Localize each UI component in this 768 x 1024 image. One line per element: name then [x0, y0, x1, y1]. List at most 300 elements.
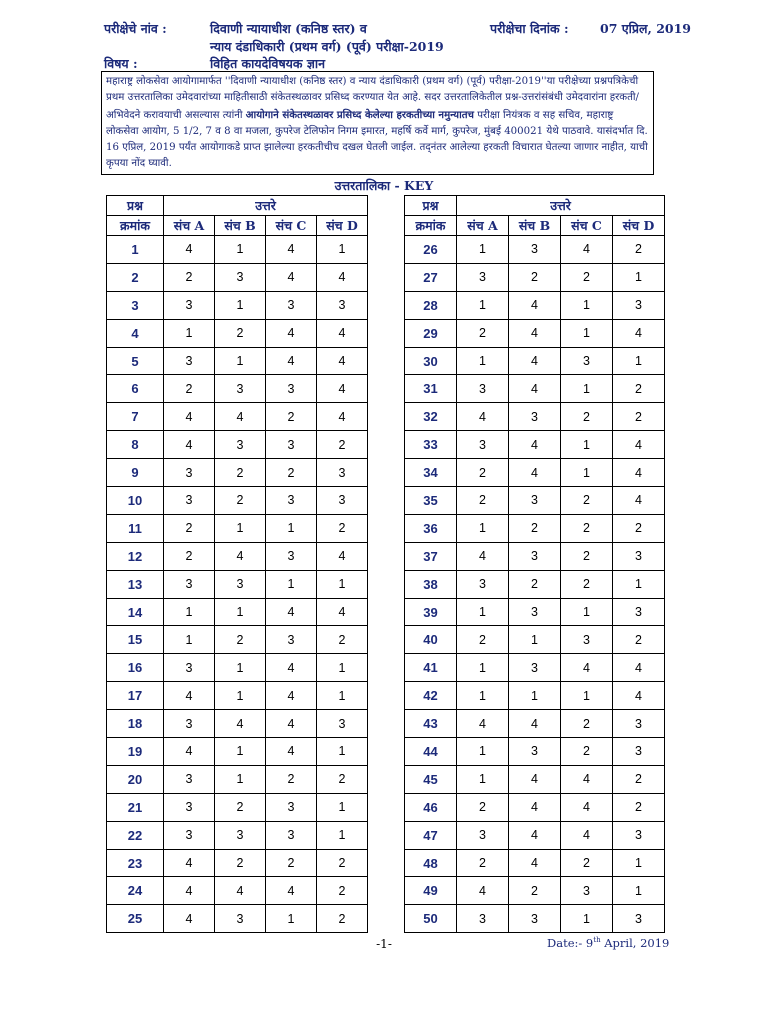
answer-cell: 3: [266, 793, 317, 821]
table-row: [107, 598, 368, 626]
answer-cell: 2: [561, 738, 613, 766]
answer-cell: 2: [561, 514, 613, 542]
question-number: 33: [405, 431, 457, 459]
answer-cell: 2: [317, 431, 368, 459]
answer-cell: 1: [317, 654, 368, 682]
question-number: 40: [405, 626, 457, 654]
question-number: 10: [107, 487, 164, 515]
table-row: [405, 319, 665, 347]
answer-cell: 4: [561, 793, 613, 821]
answer-cell: 3: [613, 738, 665, 766]
answer-cell: 2: [164, 514, 215, 542]
answer-cell: 2: [613, 514, 665, 542]
question-number: 22: [107, 821, 164, 849]
answer-cell: 1: [266, 570, 317, 598]
answer-cell: 2: [457, 793, 509, 821]
question-number: 15: [107, 626, 164, 654]
table-row: [405, 263, 665, 291]
answer-cell: 4: [509, 291, 561, 319]
question-number: 45: [405, 765, 457, 793]
answer-cell: 2: [317, 765, 368, 793]
answer-cell: 1: [457, 347, 509, 375]
table-row: [107, 319, 368, 347]
answer-cell: 4: [215, 710, 266, 738]
answer-cell: 3: [215, 431, 266, 459]
header-question-1: प्रश्न: [405, 196, 457, 216]
answer-cell: 3: [215, 821, 266, 849]
answer-cell: 4: [164, 905, 215, 933]
answer-cell: 1: [561, 291, 613, 319]
exam-name-line1: दिवाणी न्यायाधीश (कनिष्ठ स्तर) व: [210, 21, 367, 36]
question-number: 18: [107, 710, 164, 738]
answer-cell: 3: [509, 403, 561, 431]
question-number: 37: [405, 542, 457, 570]
answer-cell: 4: [613, 682, 665, 710]
table-row: [405, 570, 665, 598]
question-number: 23: [107, 849, 164, 877]
answer-cell: 3: [613, 542, 665, 570]
question-number: 30: [405, 347, 457, 375]
answer-cell: 4: [266, 710, 317, 738]
answer-cell: 1: [215, 682, 266, 710]
answer-cell: 4: [561, 821, 613, 849]
answer-cell: 3: [164, 821, 215, 849]
answer-cell: 1: [215, 765, 266, 793]
table-row: [405, 514, 665, 542]
answer-cell: 2: [613, 793, 665, 821]
answer-cell: 4: [164, 403, 215, 431]
answer-cell: 1: [457, 765, 509, 793]
question-number: 41: [405, 654, 457, 682]
answer-cell: 3: [266, 821, 317, 849]
footer-date-label: Date:- 9: [547, 936, 594, 950]
table-row: [107, 905, 368, 933]
answer-cell: 1: [317, 738, 368, 766]
answer-cell: 3: [317, 291, 368, 319]
answer-cell: 2: [317, 626, 368, 654]
question-number: 2: [107, 263, 164, 291]
answer-cell: 3: [457, 905, 509, 933]
table-row: [107, 514, 368, 542]
answer-cell: 3: [164, 793, 215, 821]
answer-cell: 1: [164, 319, 215, 347]
table-row: [107, 375, 368, 403]
answer-cell: 1: [613, 570, 665, 598]
answer-cell: 4: [266, 347, 317, 375]
answer-cell: 1: [317, 793, 368, 821]
table-row: [107, 431, 368, 459]
answer-cell: 2: [561, 403, 613, 431]
answer-cell: 3: [509, 236, 561, 264]
answer-cell: 3: [509, 738, 561, 766]
answer-cell: 4: [215, 877, 266, 905]
answer-cell: 2: [266, 765, 317, 793]
answer-cell: 2: [266, 849, 317, 877]
header-answers: उत्तरे: [457, 196, 665, 216]
question-number: 27: [405, 263, 457, 291]
answer-cell: 1: [215, 291, 266, 319]
answer-cell: 1: [613, 347, 665, 375]
answer-cell: 1: [215, 598, 266, 626]
answer-cell: 4: [164, 682, 215, 710]
table-row: [107, 765, 368, 793]
answer-cell: 1: [613, 263, 665, 291]
answer-cell: 2: [215, 319, 266, 347]
table-row: [107, 347, 368, 375]
answer-cell: 1: [266, 905, 317, 933]
answer-cell: 2: [613, 375, 665, 403]
answer-cell: 3: [509, 598, 561, 626]
answer-cell: 1: [215, 347, 266, 375]
footer-date-suffix: th: [593, 936, 601, 945]
answer-cell: 2: [317, 905, 368, 933]
answer-cell: 4: [509, 319, 561, 347]
answer-cell: 3: [613, 905, 665, 933]
answer-cell: 3: [317, 487, 368, 515]
question-number: 39: [405, 598, 457, 626]
question-number: 29: [405, 319, 457, 347]
header-question-2: क्रमांक: [405, 216, 457, 236]
table-row: [405, 793, 665, 821]
answer-cell: 3: [561, 626, 613, 654]
answer-cell: 1: [215, 738, 266, 766]
question-number: 16: [107, 654, 164, 682]
exam-name-label: परीक्षेचे नांव :: [104, 21, 167, 36]
question-number: 19: [107, 738, 164, 766]
answer-cell: 4: [613, 319, 665, 347]
answer-cell: 2: [215, 793, 266, 821]
answer-cell: 1: [457, 514, 509, 542]
answer-cell: 3: [509, 654, 561, 682]
question-number: 42: [405, 682, 457, 710]
answer-cell: 4: [613, 459, 665, 487]
answer-cell: 4: [266, 654, 317, 682]
answer-cell: 3: [561, 877, 613, 905]
question-number: 34: [405, 459, 457, 487]
question-number: 20: [107, 765, 164, 793]
answer-cell: 1: [457, 236, 509, 264]
answer-cell: 1: [215, 654, 266, 682]
table-row: [107, 263, 368, 291]
answer-cell: 3: [266, 431, 317, 459]
answer-cell: 2: [561, 542, 613, 570]
table-row: [405, 905, 665, 933]
answer-cell: 3: [215, 570, 266, 598]
answer-cell: 4: [613, 431, 665, 459]
answer-cell: 3: [164, 291, 215, 319]
answer-cell: 4: [317, 263, 368, 291]
table-row: [405, 487, 665, 515]
answer-cell: 1: [613, 849, 665, 877]
answer-cell: 3: [509, 487, 561, 515]
answer-cell: 2: [457, 487, 509, 515]
notice-text-2: या परीक्षेच्या प्रश्नपत्रिकेची प्रथम उत्तरतालिका उमेदवारांच्या माहितीसाठी संकेतस्थळावर प्रसिध्द करण्यात येत आहे. सदर उत्तरतालिकेतील प्रश्न-उत्तरांसंबंधी उमेदवारांना हरकती/ अभिवेदने करावयाची असल्यास त्यांनी: [106, 76, 639, 121]
answer-cell: 1: [457, 654, 509, 682]
answer-cell: 4: [509, 431, 561, 459]
answer-cell: 1: [266, 514, 317, 542]
table-row: [405, 849, 665, 877]
table-row: [107, 403, 368, 431]
answer-cell: 1: [561, 319, 613, 347]
answer-cell: 4: [457, 710, 509, 738]
answer-cell: 3: [164, 710, 215, 738]
table-row: [107, 542, 368, 570]
answer-cell: 4: [215, 403, 266, 431]
answer-cell: 2: [613, 236, 665, 264]
answer-cell: 4: [613, 654, 665, 682]
notice-text-3: परीक्षा नियंत्रक व सह सचिव, महाराष्ट्र लोकसेवा आयोग, 5 1/2, 7 व 8 वा मजला, कुपरेज टेलिफोन निगम इमारत, महर्षि कर्वे मार्ग, कुपरेज, मुंबई 400021 येथे पाठवावे. यासंदर्भात दि. 16 एप्रिल, 2019 पर्यंत आयोगाकडे प्राप्त झालेल्या हरकतीचीच दखल घेतली जाईल. तद्नंतर आलेल्या हरकती विचारात घेतल्या जाणार नाहीत, याची कृपया नोंद घ्यावी.: [106, 109, 648, 170]
question-number: 6: [107, 375, 164, 403]
answer-cell: 4: [509, 765, 561, 793]
table-row: [107, 877, 368, 905]
answer-cell: 3: [164, 347, 215, 375]
header-set-a: संच A: [164, 216, 215, 236]
footer-date-rest: April, 2019: [600, 936, 670, 950]
answer-cell: 2: [317, 849, 368, 877]
question-number: 13: [107, 570, 164, 598]
answer-cell: 1: [457, 738, 509, 766]
answer-cell: 2: [215, 849, 266, 877]
answer-cell: 3: [266, 542, 317, 570]
question-number: 32: [405, 403, 457, 431]
answer-cell: 4: [561, 765, 613, 793]
subject-label: विषय :: [104, 56, 138, 71]
header-set-d: संच D: [317, 216, 368, 236]
table-row: [107, 459, 368, 487]
header-set-c: संच C: [561, 216, 613, 236]
answer-cell: 2: [509, 877, 561, 905]
question-number: 35: [405, 487, 457, 515]
table-row: [405, 738, 665, 766]
answer-cell: 2: [509, 514, 561, 542]
answer-cell: 3: [457, 431, 509, 459]
answer-cell: 4: [164, 738, 215, 766]
answer-cell: 1: [317, 682, 368, 710]
question-number: 12: [107, 542, 164, 570]
question-number: 47: [405, 821, 457, 849]
answer-cell: 2: [215, 459, 266, 487]
answer-cell: 4: [561, 654, 613, 682]
answer-cell: 2: [266, 403, 317, 431]
answer-cell: 3: [266, 291, 317, 319]
table-row: [107, 570, 368, 598]
question-number: 46: [405, 793, 457, 821]
answer-cell: 3: [613, 291, 665, 319]
answer-cell: 4: [164, 431, 215, 459]
answer-cell: 1: [457, 598, 509, 626]
table-row: [107, 793, 368, 821]
answer-cell: 2: [613, 626, 665, 654]
exam-date: 07 एप्रिल, 2019: [600, 21, 691, 36]
answer-cell: 1: [561, 682, 613, 710]
answer-cell: 3: [457, 570, 509, 598]
answer-cell: 3: [317, 710, 368, 738]
answer-rows-right: [405, 236, 665, 933]
question-number: 38: [405, 570, 457, 598]
question-number: 43: [405, 710, 457, 738]
question-number: 25: [107, 905, 164, 933]
question-number: 17: [107, 682, 164, 710]
header-answers: उत्तरे: [164, 196, 368, 216]
answer-cell: 4: [509, 821, 561, 849]
table-row: [107, 236, 368, 264]
answer-cell: 2: [457, 459, 509, 487]
answer-cell: 3: [613, 710, 665, 738]
answer-cell: 2: [561, 710, 613, 738]
answer-cell: 4: [317, 542, 368, 570]
table-row: [107, 626, 368, 654]
table-row: [405, 459, 665, 487]
answer-cell: 1: [561, 375, 613, 403]
answer-cell: 4: [509, 710, 561, 738]
answer-cell: 1: [164, 598, 215, 626]
question-number: 5: [107, 347, 164, 375]
answer-cell: 2: [561, 570, 613, 598]
table-row: [107, 821, 368, 849]
header-set-d: संच D: [613, 216, 665, 236]
answer-cell: 1: [509, 626, 561, 654]
answer-cell: 2: [164, 375, 215, 403]
answer-cell: 4: [266, 236, 317, 264]
answer-cell: 1: [561, 905, 613, 933]
table-row: [405, 403, 665, 431]
table-row: [405, 347, 665, 375]
answer-cell: 1: [317, 236, 368, 264]
answer-key-title: उत्तरतालिका - KEY: [334, 178, 434, 193]
answer-cell: 4: [266, 682, 317, 710]
table-row: [405, 542, 665, 570]
answer-cell: 3: [317, 459, 368, 487]
answer-cell: 1: [317, 821, 368, 849]
answer-cell: 4: [317, 375, 368, 403]
question-number: 3: [107, 291, 164, 319]
answer-cell: 1: [457, 291, 509, 319]
answer-cell: 1: [509, 682, 561, 710]
answer-cell: 1: [215, 236, 266, 264]
answer-cell: 3: [266, 487, 317, 515]
table-row: [405, 291, 665, 319]
answer-cell: 3: [164, 459, 215, 487]
footer-date: [547, 936, 669, 950]
table-row: [107, 710, 368, 738]
answer-cell: 1: [215, 514, 266, 542]
answer-cell: 4: [457, 877, 509, 905]
answer-cell: 2: [509, 263, 561, 291]
answer-cell: 2: [164, 542, 215, 570]
question-number: 4: [107, 319, 164, 347]
answer-cell: 4: [266, 263, 317, 291]
answer-cell: 4: [266, 598, 317, 626]
table-row: [405, 598, 665, 626]
answer-cell: 4: [266, 877, 317, 905]
answer-cell: 3: [457, 375, 509, 403]
table-row: [107, 682, 368, 710]
notice-text-emphasis: आयोगाने संकेतस्थळावर प्रसिध्द केलेल्या हरकतीच्या नमुन्यातच: [245, 108, 474, 121]
answer-cell: 2: [266, 459, 317, 487]
answer-cell: 3: [215, 905, 266, 933]
table-row: [107, 487, 368, 515]
table-row: [405, 682, 665, 710]
answer-cell: 1: [561, 459, 613, 487]
answer-cell: 4: [266, 319, 317, 347]
question-number: 1: [107, 236, 164, 264]
answer-cell: 4: [509, 375, 561, 403]
question-number: 44: [405, 738, 457, 766]
answer-cell: 3: [164, 570, 215, 598]
answer-cell: 1: [613, 877, 665, 905]
table-row: [405, 877, 665, 905]
table-row: [405, 821, 665, 849]
header-set-a: संच A: [457, 216, 509, 236]
answer-cell: 4: [457, 403, 509, 431]
table-row: [107, 654, 368, 682]
answer-cell: 2: [215, 487, 266, 515]
answer-cell: 4: [561, 236, 613, 264]
question-number: 11: [107, 514, 164, 542]
answer-rows-left: [107, 236, 368, 933]
exam-date-label: परीक्षेचा दिनांक :: [490, 21, 569, 36]
answer-cell: 4: [613, 487, 665, 515]
exam-name-line2: न्याय दंडाधिकारी (प्रथम वर्ग) (पूर्व) परीक्षा-2019: [210, 39, 444, 54]
table-row: [405, 236, 665, 264]
answer-cell: 3: [266, 375, 317, 403]
notice-box: [101, 71, 654, 175]
answer-cell: 4: [317, 347, 368, 375]
answer-cell: 2: [164, 263, 215, 291]
header-set-c: संच C: [266, 216, 317, 236]
answer-cell: 3: [266, 626, 317, 654]
answer-cell: 4: [509, 347, 561, 375]
question-number: 50: [405, 905, 457, 933]
answer-cell: 2: [561, 263, 613, 291]
answer-cell: 2: [317, 514, 368, 542]
question-number: 21: [107, 793, 164, 821]
answer-cell: 1: [561, 431, 613, 459]
question-number: 49: [405, 877, 457, 905]
answer-cell: 3: [457, 821, 509, 849]
question-number: 24: [107, 877, 164, 905]
table-row: [405, 765, 665, 793]
answer-cell: 2: [457, 626, 509, 654]
notice-text-1: महाराष्ट्र लोकसेवा आयोगामार्फत ''दिवाणी न्यायाधीश (कनिष्ठ स्तर) व न्याय दंडाधिकारी (प्रथम वर्ग) (पूर्व) परीक्षा-2019'': [106, 76, 547, 87]
question-number: 8: [107, 431, 164, 459]
answer-cell: 3: [613, 821, 665, 849]
answer-cell: 3: [457, 263, 509, 291]
header-set-b: संच B: [215, 216, 266, 236]
answer-cell: 2: [215, 626, 266, 654]
answer-cell: 2: [457, 319, 509, 347]
page-number: -1-: [376, 937, 392, 951]
answer-cell: 4: [164, 877, 215, 905]
question-number: 26: [405, 236, 457, 264]
answer-table-right: [404, 195, 665, 933]
table-row: [107, 849, 368, 877]
answer-cell: 2: [509, 570, 561, 598]
answer-cell: 3: [509, 542, 561, 570]
answer-cell: 1: [164, 626, 215, 654]
answer-cell: 1: [457, 682, 509, 710]
answer-cell: 2: [561, 487, 613, 515]
question-number: 36: [405, 514, 457, 542]
answer-cell: 4: [164, 849, 215, 877]
answer-cell: 3: [509, 905, 561, 933]
answer-cell: 2: [613, 765, 665, 793]
answer-cell: 3: [561, 347, 613, 375]
answer-cell: 1: [561, 598, 613, 626]
answer-cell: 4: [317, 598, 368, 626]
answer-cell: 3: [215, 263, 266, 291]
answer-cell: 4: [509, 849, 561, 877]
